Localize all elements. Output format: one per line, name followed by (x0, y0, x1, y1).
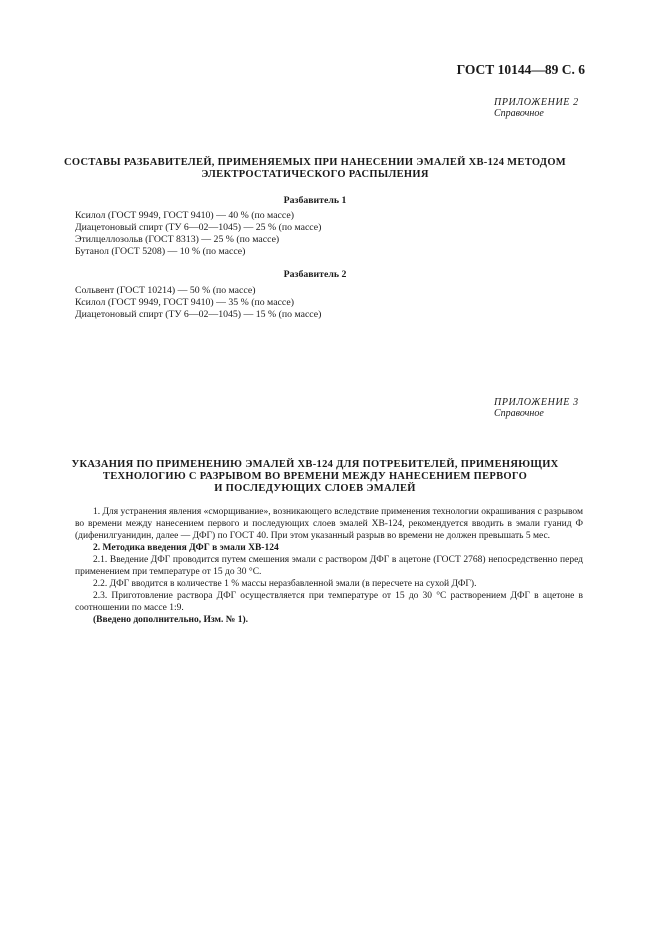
thinner-2-item: Диацетоновый спирт (ТУ 6—02—1045) — 15 % (по массе) (75, 309, 322, 320)
appendix-3-title-line2: ТЕХНОЛОГИЮ С РАЗРЫВОМ ВО ВРЕМЕНИ МЕЖДУ НАНЕСЕНИЕМ ПЕРВОГО (102, 471, 528, 482)
paragraph-1: 1. Для устранения явления «сморщивание», возникающего вследствие применения технологии окрашивания с разрывом во времени между нанесением первого и последующих слоев эмалей ХВ-124, рекомендуется вводить в эмали гуанид Ф (дифенилгуанидин, далее — ДФГ) по ГОСТ 40. При этом указанный разрыв во времени не должен превышать 5 мес. (75, 507, 583, 541)
appendix-3-note: Справочное (494, 408, 544, 419)
thinner-1-item: Ксилол (ГОСТ 9949, ГОСТ 9410) — 40 % (по массе) (75, 210, 294, 221)
thinner-1-item: Этилцеллозольв (ГОСТ 8313) — 25 % (по массе) (75, 234, 280, 245)
paragraph-2-3: 2.3. Приготовление раствора ДФГ осуществляется при температуре от 15 до 30 °С растворением ДФГ в ацетоне в соотношении по массе 1:9. (75, 591, 583, 613)
thinner-1-heading: Разбавитель 1 (283, 195, 347, 206)
appendix-2-label: ПРИЛОЖЕНИЕ 2 (494, 97, 579, 108)
appendix-3-title-line1: УКАЗАНИЯ ПО ПРИМЕНЕНИЮ ЭМАЛЕЙ ХВ-124 ДЛЯ ПОТРЕБИТЕЛЕЙ, ПРИМЕНЯЮЩИХ (71, 459, 559, 470)
amendment-note: (Введено дополнительно, Изм. № 1). (93, 615, 248, 625)
paragraph-2-2: 2.2. ДФГ вводится в количестве 1 % массы неразбавленной эмали (в пересчете на сухой ДФГ). (93, 579, 477, 589)
thinner-2-item: Ксилол (ГОСТ 9949, ГОСТ 9410) — 35 % (по массе) (75, 297, 294, 308)
appendix-3-title-line3: И ПОСЛЕДУЮЩИХ СЛОЕВ ЭМАЛЕЙ (214, 483, 416, 494)
appendix-2-note: Справочное (494, 108, 544, 119)
section-2-heading: 2. Методика введения ДФГ в эмали ХВ-124 (93, 543, 279, 553)
appendix-2-title-line2: ЭЛЕКТРОСТАТИЧЕСКОГО РАСПЫЛЕНИЯ (201, 169, 429, 180)
appendix-2-title-line1: СОСТАВЫ РАЗБАВИТЕЛЕЙ, ПРИМЕНЯЕМЫХ ПРИ НАНЕСЕНИИ ЭМАЛЕЙ ХВ-124 МЕТОДОМ (63, 157, 567, 168)
appendix-3-label: ПРИЛОЖЕНИЕ 3 (494, 397, 579, 408)
appendix-3-body (75, 506, 583, 626)
thinner-2-heading: Разбавитель 2 (283, 269, 347, 280)
thinner-2-item: Сольвент (ГОСТ 10214) — 50 % (по массе) (75, 285, 256, 296)
thinner-1-item: Бутанол (ГОСТ 5208) — 10 % (по массе) (75, 246, 246, 257)
thinner-1-item: Диацетоновый спирт (ТУ 6—02—1045) — 25 % (по массе) (75, 222, 322, 233)
page-header: ГОСТ 10144—89 С. 6 (456, 62, 585, 77)
paragraph-2-1: 2.1. Введение ДФГ проводится путем смешения эмали с раствором ДФГ в ацетоне (ГОСТ 2768) непосредственно перед применением при температуре от 15 до 30 °С. (75, 555, 583, 577)
